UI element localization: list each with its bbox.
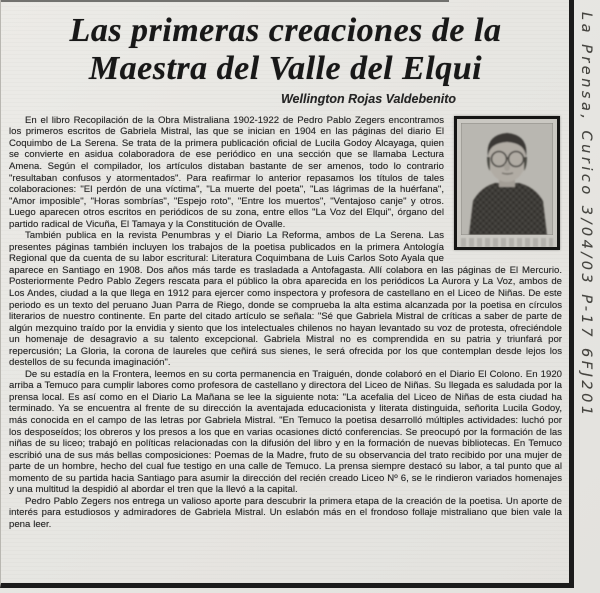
handwritten-margin-note: La Prensa, Curico 3/04/03 P-17 6FJ201 [578,12,594,419]
photo-caption-smudge [461,238,553,247]
article-paragraph-2: También publica en la revista Penumbras y el Diario La Reforma, ambos de La Serena. Las presentes páginas también incluyen los trabajos de la poetisa publicados en la primera Antología Regional que da cuenta de su labor escritural: Literatura Coquimbana de Luis Carlos Soto Ayala que aparece en Santiago en 1908. Dos años más tarde es trasladada a Antofagasta. Allí colabora en las páginas de El Mercurio. Posteriormente Pedro Pablo Zegers rescata para el público la obra aparecida en los periódicos La Aurora y La Voz, ambos de Los Andes, ciudad a la que llega en 1912 para ejercer como inspectora y profesora de castellano en el Liceo de Niñas. De este periodo es un texto del peruano Juan Parra de Riego, donde se comprueba la alta estima alcanzada por la poetisa en círculos literarios de nuestro continente. En parte del citado artículo se señala: "Sé que Gabriela Mistral de críticas a saber de parte de algún mezquino traído por la envidia y siento que los intelectuales chilenos no hayan levantado su voz de protesta, ofreciéndole un homenaje de desagravio a su talento excepcional. Gabriela Mistral no es comprendida en su patria y triunfará por repercusión; La Gloria, la corona de laureles que ceñirá sus sienes, le será ofrecida por los que contemplan desde lejos los destellos de su fecunda imaginación". [9,230,562,369]
byline: Wellington Rojas Valdebenito [280,91,456,106]
clip-top-edge-line [1,0,449,2]
portrait-photo-image [461,123,553,235]
article-body [9,115,562,531]
portrait-photo [454,116,560,250]
article-paragraph-1: En el libro Recopilación de la Obra Mistraliana 1902-1922 de Pedro Pablo Zegers encontramos los primeros escritos de Gabriela Mistral, las que se inician en 1904 en las páginas del diario El Coquimbo de La Serena. Se trata de la primera publicación oficial de Lucila Godoy Alcayaga, quien se convierte en asidua colaboradora de ese periódico en una sección que se llamaba Lectura Amena. Según el compilador, los artículos distaban bastante de ser amenos, todo lo contrario "resultaban confusos y atormentados". Para reafirmar lo anterior repasamos los títulos de tales colaboraciones: "El perdón de una víctima", "La muerte del poeta", "Las lágrimas de la huérfana", "Amor imposible", "Horas sombrías", "Espejo roto", "Entre los muertos", "Ventajoso canje" y otros. Luego aparecen otros escritos en periódicos de su zona, entre ellos "La Voz del Elqui", órgano del partido radical de Vicuña, El Tamaya y la Constitución de Ovalle. [9,114,444,230]
article-paragraph-4: Pedro Pablo Zegers nos entrega un valioso aporte para descubrir la primera etapa de la creación de la poetisa. Un aporte de interés para estudiosos y admiradores de Gabriela Mistral. Un eslabón más en el frondoso follaje mistraliano que bien vale la pena leer. [9,495,562,530]
article-paragraph-3: De su estadía en la Frontera, leemos en su corta permanencia en Traiguén, donde colaboró en el Diario El Colono. En 1920 arriba a Temuco para cumplir labores como profesora de castellano y directora del Liceo de Niñas. Su llegada es saludada por la prensa local. Es así como en el Diario La Mañana se lee la siguiente nota: "La acefalia del Liceo de Niñas de esta ciudad ha terminado. Ya se encuentra al frente de su dirección la aventajada educacionista y literata distinguida, señorita Lucila Godoy, más conocida en el campo de las letras por Gabriela Mistral. "En Temuco la poetisa desarrolló múltiples actividades: luchó por los desposeídos; los obreros y los presos a los que en varias ocasiones dictó conferencias. Se preocupó por la formación de las niñas de su liceo; trabajó en políticas relacionadas con la difusión del libro y en la formación de nuevas bibliotecas. En Temuco escribió una de sus más bellas composiciones: Poemas de la Madre, fruto de su observancia del trato recibido por una mujer de parte de un hombre, hecho del cual fue testigo en una calle de Temuco. La prensa siempre destacó su labor, a tal punto que al momento de su partida hacia Santiago para asumir la dirección del recién creado Liceo Nº 6, se le rindieron variados homenajes y una multitud la despidió al abordar el tren que la llevó a la capital. [9,368,562,496]
page-title: Las primeras creaciones de la Maestra del Valle del Elqui [69,12,502,88]
